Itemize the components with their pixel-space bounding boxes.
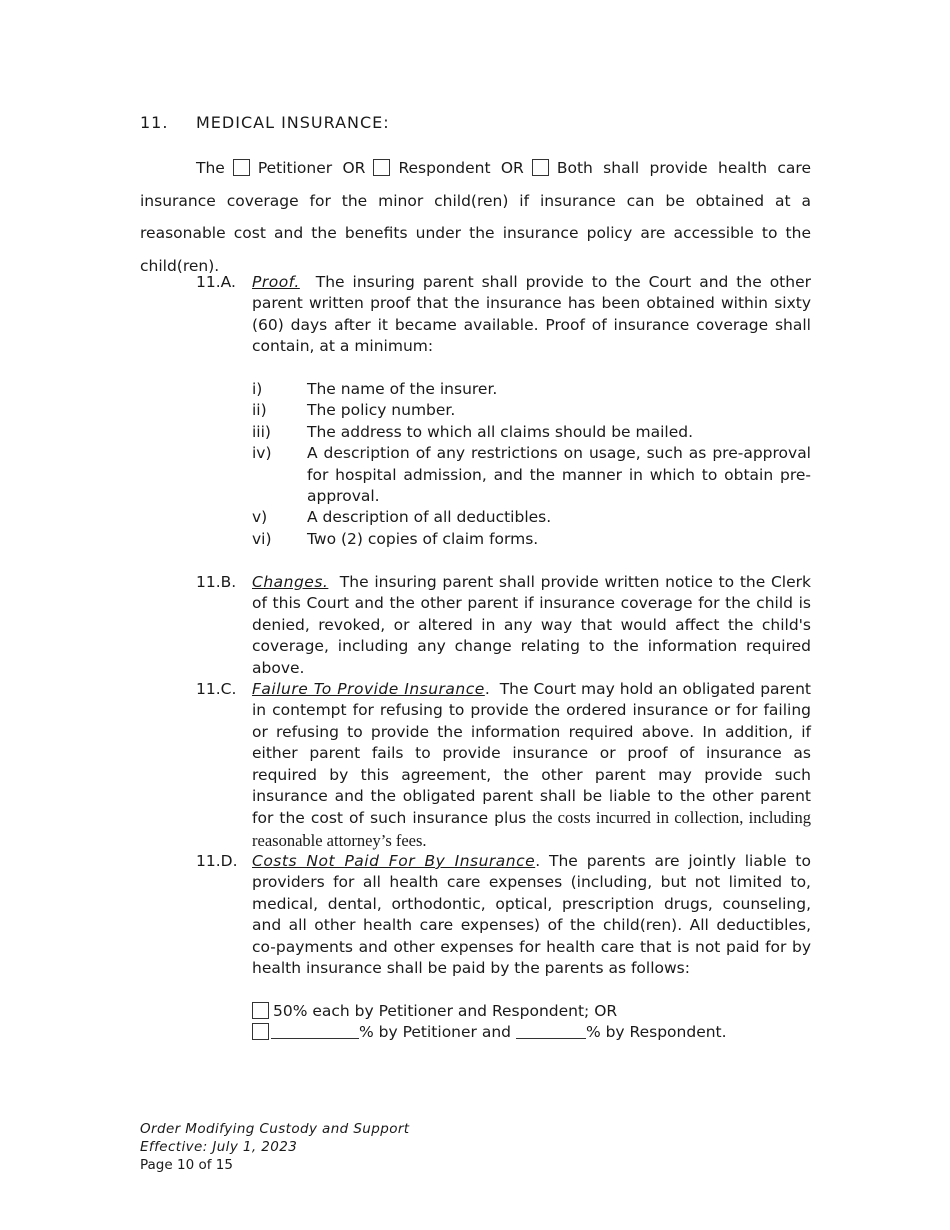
subsection-label: 11.C.	[196, 680, 237, 698]
petitioner-label: Petitioner OR	[257, 159, 366, 177]
cost-split-option-equal	[252, 1001, 727, 1022]
list-item	[252, 529, 811, 550]
list-item-text: A description of any restrictions on usage, such as pre-approval for hospital admission, and the manner in which to obtain pre-approval.	[307, 444, 811, 506]
section-title: MEDICAL INSURANCE:	[196, 113, 390, 132]
subsection-title: Costs Not Paid For By Insurance	[252, 852, 536, 870]
list-item-text: The name of the insurer.	[307, 380, 498, 398]
custom-split-end-label: % by Respondent.	[585, 1023, 727, 1042]
petitioner-percent-field[interactable]	[271, 1023, 359, 1039]
list-item	[252, 507, 811, 528]
custom-split-mid-label: % by Petitioner and	[359, 1023, 511, 1042]
list-item-number: vi)	[252, 529, 272, 548]
respondent-checkbox[interactable]	[373, 159, 390, 176]
footer-page-number: Page 10 of 15	[140, 1157, 233, 1173]
cost-split-option-custom	[252, 1022, 727, 1043]
list-item	[252, 422, 811, 443]
equal-split-checkbox[interactable]	[252, 1002, 269, 1019]
subsection-title: Proof.	[252, 273, 300, 291]
subsection-label: 11.A.	[196, 273, 236, 291]
subsection-title: Changes.	[252, 573, 329, 591]
list-item	[252, 400, 811, 421]
subsection-11d: 11.D. Costs Not Paid For By Insurance. The parents are jointly liable to providers for all health care expenses (including, but not limited to, medical, dental, orthodontic, optical, prescription drugs, counseling, and all other health care expenses) of the child(ren). All deductibles, co-payments and other expenses for health care that is not paid for by health insurance shall be paid by the parents as follows:	[196, 852, 811, 978]
footer-effective-date: Effective: July 1, 2023	[140, 1139, 298, 1155]
section-number: 11.	[140, 113, 169, 132]
subsection-11a	[196, 272, 811, 358]
subsection-text-end: the costs incurred in collection, including reasonable attorney’s fees.	[252, 808, 811, 850]
list-item-number: i)	[252, 380, 263, 398]
subsection-text: The parents are jointly liable to providers for all health care expenses (including, but not limited to, medical, dental, orthodontic, optical, prescription drugs, counseling, and all other health care expenses) of the child(ren). All deductibles, co-payments and other expenses for health care that is not paid for by health insurance shall be paid by the parents as follows:	[252, 852, 811, 978]
section-heading	[140, 113, 390, 132]
list-item-number: v)	[252, 508, 268, 527]
respondent-label: Respondent OR	[398, 159, 524, 177]
subsection-text: The insuring parent shall provide to the Court and the other parent written proof that the insurance has been obtained within sixty (60) days after it became available. Proof of insurance coverage shall contain, at a minimum:	[252, 273, 811, 356]
list-item-text: The address to which all claims should be mailed.	[307, 422, 694, 441]
page-footer	[140, 1120, 410, 1174]
subsection-title: Failure To Provide Insurance	[252, 680, 485, 698]
list-item-text: The policy number.	[307, 401, 456, 420]
footer-document-title: Order Modifying Custody and Support	[140, 1121, 410, 1137]
proof-requirements-list	[252, 379, 811, 550]
list-item-number: iii)	[252, 422, 271, 441]
section-intro	[140, 152, 811, 282]
both-checkbox[interactable]	[532, 159, 549, 176]
intro-the: The	[196, 159, 225, 177]
both-label: Both shall provide health care insurance coverage for the minor child(ren) if insurance can be obtained at a reasonable cost and the benefits under the insurance policy are accessible to the child(ren).	[140, 159, 811, 275]
subsection-text: The Court may hold an obligated parent in contempt for refusing to provide the ordered insurance or for failing or refusing to provide the information required above. In addition, if either parent fails to provide insurance or proof of insurance as required by this agreement, the other parent may provide such insurance and the obligated parent shall be liable to the other parent for the cost of such insurance plus	[252, 680, 811, 828]
respondent-percent-field[interactable]	[516, 1023, 586, 1039]
cost-split-options	[252, 1001, 727, 1044]
petitioner-checkbox[interactable]	[233, 159, 250, 176]
subsection-label: 11.D.	[196, 852, 238, 870]
subsection-label: 11.B.	[196, 573, 237, 591]
list-item	[252, 443, 811, 507]
list-item-number: iv)	[252, 444, 272, 463]
subsection-text: The insuring parent shall provide written notice to the Clerk of this Court and the other parent if insurance coverage for the child is denied, revoked, or altered in any way that would affect the child's coverage, including any change relating to the information required above.	[252, 573, 811, 677]
list-item-text: A description of all deductibles.	[307, 508, 552, 527]
list-item-text: Two (2) copies of claim forms.	[307, 529, 539, 548]
custom-split-checkbox[interactable]	[252, 1023, 269, 1040]
list-item-number: ii)	[252, 401, 267, 420]
list-item	[252, 379, 811, 400]
subsection-11c: 11.C. Failure To Provide Insurance. The Court may hold an obligated parent in contempt for refusing to provide the ordered insurance or for failing or refusing to provide the information required above. In addition, if either parent fails to provide insurance or proof of insurance as required by this agreement, the other parent may provide such insurance and the obligated parent shall be liable to the other parent for the cost of such insurance plus the costs incurred in collection, including reasonable attorney’s fees.	[196, 680, 811, 850]
subsection-11b	[196, 572, 811, 679]
equal-split-label: 50% each by Petitioner and Respondent; OR	[273, 1002, 618, 1020]
